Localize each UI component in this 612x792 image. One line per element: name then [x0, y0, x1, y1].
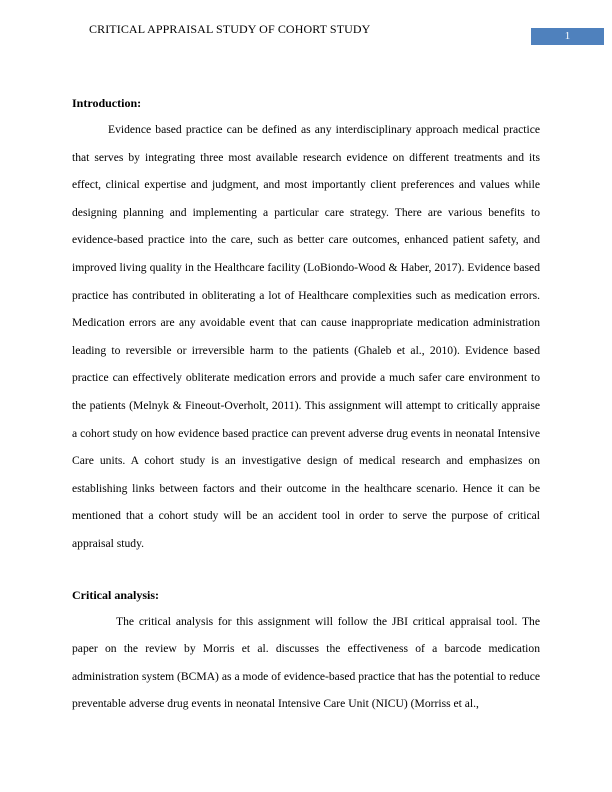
section-heading-introduction: Introduction: — [72, 96, 142, 110]
document-body — [72, 96, 540, 718]
introduction-paragraph: Evidence based practice can be defined as any interdisciplinary approach medical practice that serves by integrating three most available research evidence on different treatments and its effect, clinical expertise and judgment, and most importantly client preferences and values while designing planning and implementing a particular care strategy. There are various benefits to evidence-based practice into the care, such as better care outcomes, enhanced patient safety, and improved living quality in the Healthcare facility (LoBiondo-Wood & Haber, 2017). Evidence based practice has contributed in obliterating a lot of Healthcare complexities such as medication errors. Medication errors are any avoidable event that can cause inappropriate medication administration leading to reversible or irreversible harm to the patients (Ghaleb et al., 2010). Evidence based practice can effectively obliterate medication errors and provide a much safer care environment to the patients (Melnyk & Fineout-Overholt, 2011). This assignment will attempt to critically appraise a cohort study on how evidence based practice can prevent adverse drug events in neonatal Intensive Care units. A cohort study is an investigative design of medical research and emphasizes on establishing links between factors and their outcome in the healthcare scenario. Hence it can be mentioned that a cohort study will be an accident tool in order to serve the purpose of critical appraisal study. — [72, 123, 540, 550]
section-heading-critical-analysis: Critical analysis: — [72, 587, 159, 602]
page-number: 1 — [531, 28, 604, 45]
critical-analysis-paragraph: The critical analysis for this assignment will follow the JBI critical appraisal tool. The paper on the review by Morris et al. discusses the effectiveness of a barcode medication administration system (BCMA) as a mode of evidence-based practice that has the potential to reduce preventable adverse drug events in neonatal Intensive Care Unit (NICU) (Morriss et al., — [72, 614, 540, 711]
section-gap — [72, 558, 540, 588]
running-head: CRITICAL APPRAISAL STUDY OF COHORT STUDY — [89, 22, 371, 36]
